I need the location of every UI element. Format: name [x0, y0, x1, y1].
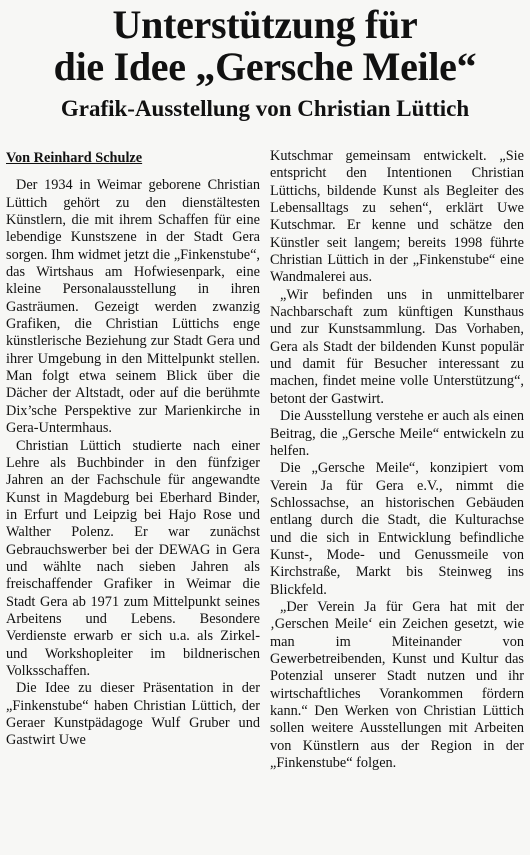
- column-right: [270, 148, 524, 848]
- paragraph: Die Ausstellung verstehe er auch als einen Beitrag, die „Gersche Meile“ entwickeln zu helfen.: [270, 408, 524, 459]
- headline-line-1: Unterstützung für: [112, 2, 418, 47]
- headline: [0, 0, 530, 88]
- paragraph: „Der Verein Ja für Gera hat mit der ‚Gerschen Meile‘ ein Zeichen gesetzt, wie man im Miteinander von Gewerbetreibenden, Kunst und Kultur das Potenzial unserer Stadt nutzen und ihr wirtschaftliches Vorankommen fördern kann.“ Den Werken von Christian Lüttich sollen weitere Ausstellungen mit Arbeiten von Künstlern aus der Region in der „Finkenstube“ folgen.: [270, 598, 524, 772]
- byline: Von Reinhard Schulze: [6, 150, 143, 166]
- paragraph: „Wir befinden uns in unmittelbarer Nachbarschaft zum künftigen Kunsthaus und zur Kunstsammlung. Das Vorhaben, Gera als Stadt der bildenden Kunst populär und damit für Besucher interessant zu machen, findet meine volle Unterstützung“, betont der Gastwirt.: [270, 286, 524, 407]
- paragraph: Der 1934 in Weimar geborene Christian Lüttich gehört zu den dienstältesten Künstlern, die mit ihrem Schaffen für eine lebendige Kunstszene in der Stadt Gera sorgen. Ihm widmet jetzt die „Finkenstube“, das Wirtshaus am Hofwiesenpark, eine kleine Personalausstellung in ihren Gasträumen. Gezeigt werden zwanzig Grafiken, die Christian Lüttichs enge künstlerische Beziehung zur Stadt Gera und ihrer Umgebung in den Mittelpunkt stellen. Man folgt etwa seinem Blick über die Dächer der Altstadt, oder auf die berühmte Dix’sche Perspektive zur Marienkirche in Gera-Untermhaus.: [6, 177, 260, 437]
- subheadline: Grafik-Ausstellung von Christian Lüttich: [60, 96, 470, 121]
- paragraph: Kutschmar gemeinsam entwickelt. „Sie entspricht den Intentionen Christian Lüttichs, bildende Kunst als Begleiter des Lebensalltags zu sehen“, erklärt Uwe Kutschmar. Er kenne und schätze den Künstler seit langem; bereits 1998 führte Christian Lüttich in der „Finkenstube“ eine Wandmalerei aus.: [270, 148, 524, 286]
- paragraph: Die „Gersche Meile“, konzipiert vom Verein Ja für Gera e.V., nimmt die Schlossachse, an historischen Gebäuden entlang durch die Stadt, die Kulturachse und die sich in Entwicklung befindliche Kunst-, Mode- und Genussmeile von Kirchstraße, Markt bis Steinweg ins Blickfeld.: [270, 460, 524, 598]
- paragraph: Christian Lüttich studierte nach einer Lehre als Buchbinder in den fünfziger Jahren an der Fachschule für angewandte Kunst in Magdeburg bei Eberhard Binder, in Erfurt und Leipzig bei Hajo Rose und Walther Polenz. Er war zunächst Gebrauchswerber bei der DEWAG in Gera und wählte nach sieben Jahren als freischaffender Grafiker in Weimar die Stadt Gera ab 1971 zum Mittelpunkt seines Arbeitens und Lebens. Besondere Verdienste erwarb er sich u.a. als Zirkel- und Workshopleiter im bildnerischen Volksschaffen.: [6, 437, 260, 679]
- column-left: [6, 148, 260, 848]
- headline-line-2: die Idee „Gersche Meile“: [53, 44, 477, 89]
- article-body: [6, 148, 524, 848]
- paragraph: Die Idee zu dieser Präsentation in der „Finkenstube“ haben Christian Lüttich, der Geraer Kunstpädagoge Wulf Gruber und Gastwirt Uwe: [6, 680, 260, 749]
